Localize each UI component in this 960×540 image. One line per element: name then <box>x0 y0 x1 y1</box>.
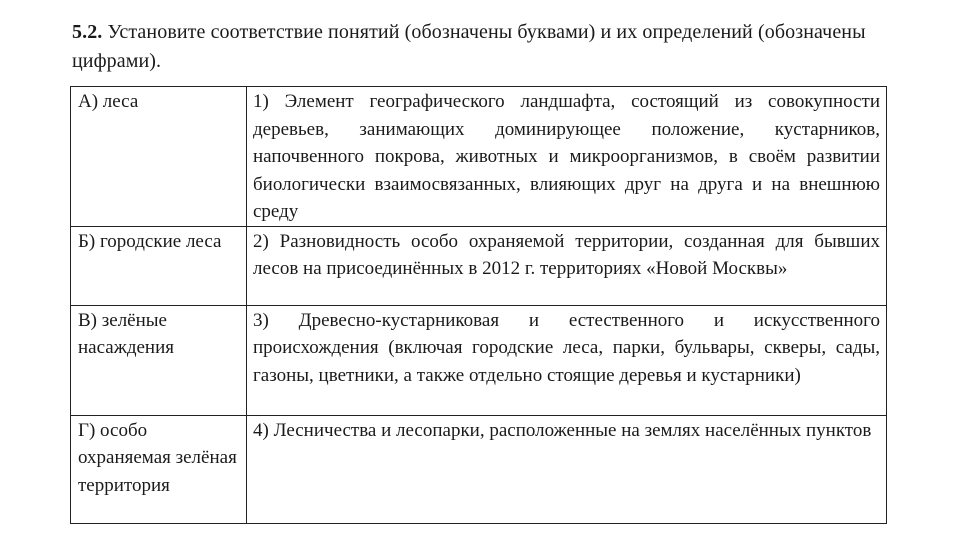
term-cell <box>71 226 247 305</box>
definition-text: 1) Элемент географического ландшафта, состоящий из совокупности деревьев, занимающих доминирующее положение, кустарников, напочвенного покрова, животных и микроорганизмов, в своём развитии биологически взаимосвязанных, влияющих друг на друга и на внешнюю среду <box>253 91 880 222</box>
definition-text: 2) Разновидность особо охраняемой территории, созданная для бывших лесов на присоединённых в 2012 г. территориях «Новой Москвы» <box>253 230 880 279</box>
term-text: Г) особо охраняемая зелёная территория <box>78 419 237 496</box>
definition-cell <box>247 226 887 305</box>
task-number: 5.2. <box>72 21 103 43</box>
term-text: Б) городские леса <box>78 230 222 252</box>
term-cell <box>71 87 247 227</box>
term-text: А) леса <box>78 91 139 112</box>
table-row <box>71 87 887 227</box>
task-heading <box>72 18 902 76</box>
definition-cell <box>247 87 887 227</box>
table-row <box>71 226 887 305</box>
table-row <box>71 415 887 523</box>
definition-cell <box>247 305 887 415</box>
term-cell <box>71 305 247 415</box>
table-row <box>71 305 887 415</box>
definition-text: 3) Древесно-кустарниковая и естественного и искусственного происхождения (включая городские леса, парки, бульвары, скверы, сады, газоны, цветники, а также отдельно стоящие деревья и кустарники) <box>253 309 880 386</box>
term-text: В) зелёные насаждения <box>78 309 175 358</box>
matching-table <box>70 86 887 524</box>
term-cell <box>71 415 247 523</box>
task-instruction: Установите соответствие понятий (обозначены буквами) и их определений (обозначены цифрами). <box>72 21 866 72</box>
definition-cell <box>247 415 887 523</box>
definition-text: 4) Лесничества и лесопарки, расположенные на землях населённых пунктов <box>253 419 872 441</box>
